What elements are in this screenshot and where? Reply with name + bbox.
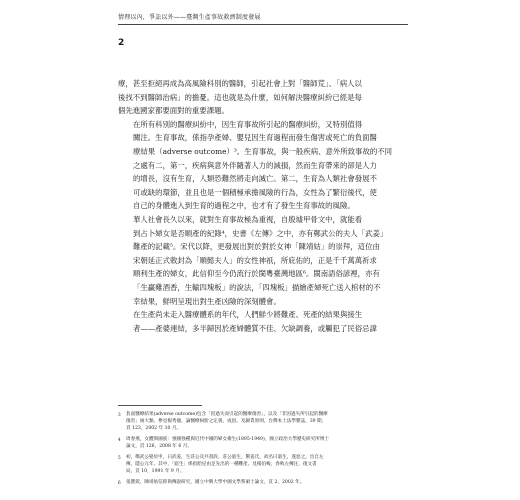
- text-line: 者——產婆連結，多半歸因於產婦體質不佳、欠缺調養，或觸犯了民俗忌諱: [133, 323, 377, 333]
- footnote: [118, 436, 408, 450]
- footnote-text: [126, 454, 408, 476]
- text-line: 療結果（adverse outcome）³。生育事故，與一般疾病、意外所致事故的不同: [133, 146, 393, 156]
- footnote-text: [126, 411, 408, 433]
- footnote-number: 3: [118, 412, 121, 417]
- footnote-line: 初，鄭武公娶於申，曰武姜，生莊公及共叔段。莊公寤生，驚姜氏，故名曰寤生，遂惡之。出自左: [126, 455, 324, 461]
- footnote-line: 頁 123，2002 年 10 月。: [126, 426, 182, 432]
- text-line: 關注。生育事故，係指孕產婦、嬰兒因生育過程而發生傷害或死亡的負面醫: [133, 133, 377, 143]
- running-header: 情理以內，爭訟以外——臺灣生產事故救濟制度發展: [118, 14, 261, 21]
- text-line: 可或缺的環節，並且也是一個積極承擔風險的行為，女性為了繁衍後代，使: [133, 187, 377, 197]
- text-line: 在生產尚未走入醫療體系的年代，人們鮮少將難產、死產的結果與接生: [133, 310, 363, 320]
- text-line: 後找不到醫師治病」的擔憂。這也就是為什麼，如何解決醫療糾紛已經是每: [118, 92, 362, 102]
- text-line: 到占卜婦女是否順產的紀錄⁴，史書《左傳》之中，亦有鄭武公的夫人「武姜」: [133, 228, 388, 238]
- footnote-number: 4: [118, 437, 121, 443]
- paragraph: [118, 118, 408, 213]
- footnote-line: 傳，隱公元年。其中，「寤生」係指胎兒由足先出的一種難產。見楊伯峻，春秋左傳注，復文書: [126, 462, 317, 468]
- footnote-rule: [118, 405, 202, 406]
- text-line: 宋朝延正式敕封為「順懿夫人」的女性神祇，所庇佑的，正是千千萬萬祈求: [133, 255, 377, 265]
- footnote-text: [126, 436, 408, 450]
- text-line: 在所有科別的醫療糾紛中，因生育事故所引起的醫療糾紛，又特別值得: [133, 119, 363, 129]
- footnote-line: 張寶欽，陳靖姑信仰與傳說研究，國立中興大學中國文學系碩士論文，頁 2，2002 年。: [126, 480, 305, 486]
- footnote-number: 5: [118, 455, 121, 461]
- footnote-line: 局，頁 10，1991 年 9 月。: [126, 469, 185, 475]
- text-line: 順利生產的婦女，此信仰至今仍流行於閩粵臺灣地區⁶。閩南語俗諺裡，亦有: [133, 269, 380, 279]
- footnote-line: 周春燕，女體與國族：強國強種與近代中國的婦女衛生(1895-1949)，國立政治大學歷史研究所博士: [126, 437, 330, 443]
- footnote: [118, 479, 408, 486]
- footnote-line: 論文，頁 126，2008 年 6 月。: [126, 444, 192, 450]
- text-line: 華人社會長久以來，就對生育事故極為重視，自殷墟甲骨文中，就能看: [133, 214, 363, 224]
- paragraph: [118, 77, 408, 118]
- text-line: 的增長，沒有生育，人類恐難然將走向滅亡。第二，生育為人類社會發展不: [133, 174, 377, 184]
- header-rule: [118, 24, 408, 25]
- footnotes: [118, 411, 408, 490]
- paragraph: [118, 213, 408, 308]
- page-number: 2: [118, 38, 125, 48]
- text-line: 自己的身體進入到生育的過程之中，也才有了發生生育事故的風險。: [133, 201, 355, 211]
- text-line: 個先進國家都要面對的重要課題。: [118, 106, 229, 116]
- footnote: [118, 411, 408, 433]
- text-line: 難產的記載⁵。宋代以降，更發展出對於對於女神「陳靖姑」的崇拜，這位由: [133, 242, 380, 252]
- footnote-line: 傷害」兩大類。參見楊秀儀，論醫療糾紛之定義、成因、及歸責原則，台灣本土法學雜誌，39 期，: [126, 419, 327, 425]
- text-line: 之處有二，第一，疾病與意外伴隨著人力的減損，然而生育帶來的卻是人力: [133, 160, 377, 170]
- text-line: 幸結果，鮮明呈現出對生產凶險的深刻體會。: [133, 296, 281, 306]
- footnote: [118, 454, 408, 476]
- body-text: [118, 77, 408, 335]
- text-line: 療，甚至拒絕再成為高風險科別的醫師，引起社會上對「醫師荒」、「病人以: [118, 79, 362, 88]
- footnote-line: 負面醫療結果(adverse outcome)包含「因過失而引起的醫療傷害」，以及「非因過失所引起的醫療: [126, 412, 328, 417]
- footnote-text: [126, 479, 408, 486]
- text-line: 「生贏雞酒香，生輸四塊板」的說法，「四塊板」描繪產婦死亡送入棺材的不: [133, 282, 381, 292]
- paragraph: [118, 308, 408, 335]
- footnote-number: 6: [118, 480, 121, 486]
